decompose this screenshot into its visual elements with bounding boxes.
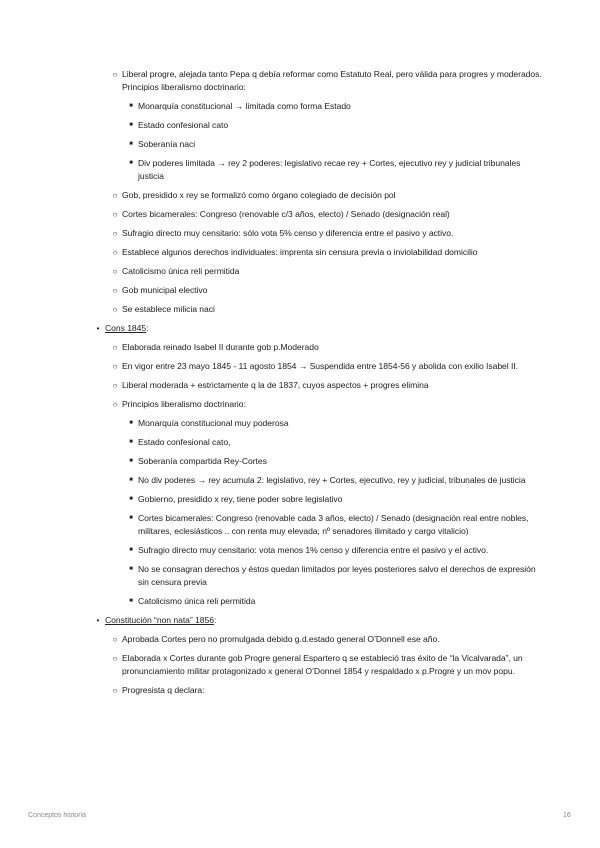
- footer-title: Conceptos historia: [28, 812, 86, 819]
- list-item-text: Sufragio directo muy censitario: vota menos 1% censo y diferencia entre el pasivo y el activo.: [138, 545, 489, 555]
- list-item: [112, 303, 546, 316]
- bullet-icon: ■: [129, 122, 133, 128]
- list-item-text: Catolicismo única reli permitida: [138, 596, 256, 606]
- list-item-text: Progresista q declara:: [122, 685, 205, 695]
- list-item: [112, 633, 546, 646]
- list-item: [112, 246, 546, 259]
- list-item: [112, 227, 546, 240]
- list-item: [129, 563, 546, 589]
- list-item: [129, 436, 546, 449]
- list-item-text: Elaborada x Cortes durante gob Progre general Espartero q se estableció tras éxito de “la Vicalvarada”, un pronunciamiento militar protagonizado x general O’Donnel 1854 y respaldado x p.Progre y un mov popu.: [122, 653, 523, 676]
- list-item: [129, 138, 546, 151]
- list-item: [129, 119, 546, 132]
- list-item: [112, 265, 546, 278]
- bullet-icon: •: [96, 616, 100, 625]
- list-item: [96, 322, 545, 335]
- list-item: [112, 360, 546, 373]
- list-item-text: Cortes bicamerales: Congreso (renovable cada 3 años, electo) / Senado (designación real entre nobles, militares, eclesiásticos .. con renta muy elevada; nº senadores ilimitado y cargo vitalicio): [138, 513, 529, 536]
- list-item: [129, 100, 546, 113]
- bullet-icon: ○: [112, 210, 118, 219]
- list-item-text: Soberanía naci: [138, 139, 196, 149]
- list-item-text: Gobierno, presidido x rey, tiene poder sobre legislativo: [138, 494, 343, 504]
- list-item-text: No div poderes → rey acumula 2: legislativo, rey + Cortes, ejecutivo, rey y judicial, tribunales de justicia: [138, 475, 526, 485]
- bullet-icon: ○: [112, 248, 118, 257]
- page-number: 16: [563, 812, 571, 819]
- list-item: [96, 614, 545, 627]
- list-item-text: Liberal moderada + estrictamente q la de 1837, cuyos aspectos + progres elimina: [122, 380, 429, 390]
- list-item: [112, 398, 546, 411]
- list-item-text: No se consagran derechos y éstos quedan limitados por leyes posteriores salvo el derechos de expresión sin censura previa: [138, 564, 536, 587]
- list-item-text: Sufragio directo muy censitario: sólo vota 5% censo y diferencia entre el pasivo y activo.: [122, 228, 454, 238]
- list-item: [112, 379, 546, 392]
- section-heading: Constitución “non nata” 1856: [105, 615, 214, 625]
- bullet-icon: ○: [112, 305, 118, 314]
- list-item: [112, 284, 546, 297]
- list-item-text: Elaborada reinado Isabel II durante gob p.Moderado: [122, 342, 319, 352]
- list-item: [112, 341, 546, 354]
- list-item-text: Gob municipal electivo: [122, 285, 208, 295]
- bullet-icon: ○: [112, 654, 118, 663]
- list-item-text: Monarquía constitucional muy poderosa: [138, 418, 289, 428]
- list-item: [129, 157, 546, 183]
- list-item-text: Monarquía constitucional → limitada como forma Estado: [138, 101, 351, 111]
- bullet-icon: ○: [112, 686, 118, 695]
- heading-suffix: :: [146, 323, 149, 333]
- document-body: [0, 68, 600, 703]
- list-item: [112, 68, 546, 94]
- bullet-icon: ○: [112, 191, 118, 200]
- list-item: [129, 474, 546, 487]
- bullet-icon: ■: [129, 566, 133, 572]
- list-item: [112, 189, 546, 202]
- list-item: [129, 493, 546, 506]
- bullet-icon: ■: [129, 547, 133, 553]
- list-item-text: Catolicismo única reli permitida: [122, 266, 240, 276]
- bullet-icon: •: [96, 324, 100, 333]
- list-item: [129, 455, 546, 468]
- list-item-text: Estado confesional cato: [138, 120, 229, 130]
- list-item: [112, 684, 546, 697]
- list-item-text: En vigor entre 23 mayo 1845 - 11 agosto 1854 → Suspendida entre 1854-56 y abolida con exilio Isabel II.: [122, 361, 518, 371]
- bullet-icon: ■: [129, 598, 133, 604]
- bullet-icon: ■: [129, 515, 133, 521]
- bullet-icon: ■: [129, 439, 133, 445]
- bullet-icon: ■: [129, 477, 133, 483]
- bullet-icon: ○: [112, 229, 118, 238]
- bullet-icon: ○: [112, 362, 118, 371]
- list-item-text: Principios liberalismo doctrinario:: [122, 399, 246, 409]
- list-item-text: Soberanía compartida Rey-Cortes: [138, 456, 267, 466]
- bullet-icon: ○: [112, 70, 118, 79]
- list-item-text: Establece algunos derechos individuales: imprenta sin censura previa o inviolabilidad domicilio: [122, 247, 478, 257]
- list-item: [129, 417, 546, 430]
- bullet-icon: ■: [129, 458, 133, 464]
- bullet-icon: ○: [112, 381, 118, 390]
- bullet-icon: ○: [112, 635, 118, 644]
- list-item-text: Se establece milicia naci: [122, 304, 215, 314]
- bullet-icon: ○: [112, 343, 118, 352]
- list-item-text: Cortes bicamerales: Congreso (renovable c/3 años, electo) / Senado (designación real): [122, 209, 450, 219]
- bullet-icon: ■: [129, 141, 133, 147]
- list-item-text: Aprobada Cortes pero no promulgada debido g.d.estado general O’Donnell ese año.: [122, 634, 440, 644]
- bullet-icon: ■: [129, 160, 133, 166]
- list-item: [129, 595, 546, 608]
- bullet-icon: ○: [112, 286, 118, 295]
- list-item-text: Gob, presidido x rey se formalizó como órgano colegiado de decisión pol: [122, 190, 396, 200]
- bullet-icon: ○: [112, 400, 118, 409]
- list-item: [129, 512, 546, 538]
- list-item: [129, 544, 546, 557]
- list-item: [112, 652, 546, 678]
- list-item-text: Liberal progre, alejada tanto Pepa q debía reformar como Estatuto Real, pero válida para progres y moderados. Principios liberalismo doctrinario:: [122, 69, 542, 92]
- bullet-icon: ■: [129, 496, 133, 502]
- list-item-text: Estado confesional cato,: [138, 437, 231, 447]
- section-heading: Cons 1845: [105, 323, 147, 333]
- bullet-icon: ■: [129, 420, 133, 426]
- bullet-icon: ■: [129, 103, 133, 109]
- list-item: [112, 208, 546, 221]
- list-item-text: Div poderes limitada → rey 2 poderes: legislativo recae rey + Cortes, ejecutivo rey y judicial tribunales justicia: [138, 158, 521, 181]
- heading-suffix: :: [213, 615, 217, 625]
- bullet-icon: ○: [112, 267, 118, 276]
